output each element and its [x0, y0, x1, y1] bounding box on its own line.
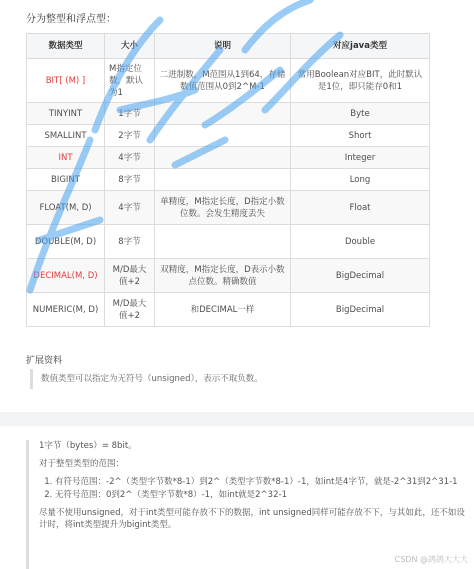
cell-desc — [155, 147, 291, 169]
table-row — [27, 103, 430, 125]
cell-java: BigDecimal — [291, 259, 430, 293]
notes-block — [26, 440, 466, 569]
cell-desc — [155, 169, 291, 191]
list-item: 2. 无符号范围：0到2^（类型字节数*8）-1，如int就是2^32-1 — [55, 489, 466, 501]
list-item: 1. 有符号范围：-2^（类型字节数*8-1）到2^（类型字节数*8-1）-1，如int是4字节，就是-2^31到2^31-1 — [55, 476, 466, 488]
cell-desc — [155, 103, 291, 125]
cell-java: Short — [291, 125, 430, 147]
cell-java: 常用Boolean对应BIT，此时默认是1位，即只能存0和1 — [291, 59, 430, 103]
cell-size: M/D最大值+2 — [105, 293, 155, 327]
cell-java: Long — [291, 169, 430, 191]
cell-type: TINYINT — [27, 103, 105, 125]
table-row — [27, 169, 430, 191]
cell-desc — [155, 225, 291, 259]
cell-type: SMALLINT — [27, 125, 105, 147]
cell-size: 8字节 — [105, 225, 155, 259]
extension-label: 扩展资料 — [26, 356, 63, 366]
section-title: 分为整型和浮点型： — [26, 14, 116, 25]
table-header-row — [27, 34, 430, 59]
header-desc: 说明 — [155, 34, 291, 59]
note-bytes: 1字节（bytes）= 8bit。 — [39, 441, 137, 451]
header-size: 大小 — [105, 34, 155, 59]
note-unsigned: 尽量不使用unsigned，对于int类型可能存放不下的数据，int unsigned同样可能存放不下，与其如此，还不如设计时，将int类型提升为bigint类型。 — [39, 508, 465, 530]
section-divider — [0, 412, 474, 426]
cell-size: 4字节 — [105, 191, 155, 225]
cell-type: DECIMAL(M, D) — [27, 259, 105, 293]
cell-type: NUMERIC(M, D) — [27, 293, 105, 327]
cell-size: 1字节 — [105, 103, 155, 125]
cell-desc: 双精度，M指定长度，D表示小数点位数。精确数值 — [155, 259, 291, 293]
cell-desc: 和DECIMAL一样 — [155, 293, 291, 327]
cell-java: Integer — [291, 147, 430, 169]
cell-size: M/D最大值+2 — [105, 259, 155, 293]
extension-quote: 数值类型可以指定为无符号（unsigned），表示不取负数。 — [30, 369, 428, 389]
table-row — [27, 293, 430, 327]
table-row — [27, 191, 430, 225]
range-list — [39, 476, 466, 501]
cell-java: BigDecimal — [291, 293, 430, 327]
cell-size: 4字节 — [105, 147, 155, 169]
note-range-title: 对于整型类型的范围： — [39, 459, 125, 469]
cell-java: Double — [291, 225, 430, 259]
cell-desc: 二进制数，M范围从1到64，存储数值范围从0到2^M-1 — [155, 59, 291, 103]
cell-type: BIT[ (M) ] — [27, 59, 105, 103]
header-type: 数据类型 — [27, 34, 105, 59]
table-row — [27, 125, 430, 147]
cell-size: 2字节 — [105, 125, 155, 147]
cell-type: INT — [27, 147, 105, 169]
data-type-table — [26, 33, 430, 327]
cell-java: Float — [291, 191, 430, 225]
table-row — [27, 59, 430, 103]
cell-size: M指定位数，默认为1 — [105, 59, 155, 103]
cell-desc — [155, 125, 291, 147]
cell-type: FLOAT(M, D) — [27, 191, 105, 225]
cell-type: BIGINT — [27, 169, 105, 191]
cell-size: 8字节 — [105, 169, 155, 191]
header-java: 对应java类型 — [291, 34, 430, 59]
table-row — [27, 225, 430, 259]
cell-type: DOUBLE(M, D) — [27, 225, 105, 259]
table-row — [27, 259, 430, 293]
table-row — [27, 147, 430, 169]
cell-java: Byte — [291, 103, 430, 125]
csdn-watermark: CSDN @鸽鸽大大大 — [394, 555, 468, 564]
cell-desc: 单精度，M指定长度，D指定小数位数。会发生精度丢失 — [155, 191, 291, 225]
